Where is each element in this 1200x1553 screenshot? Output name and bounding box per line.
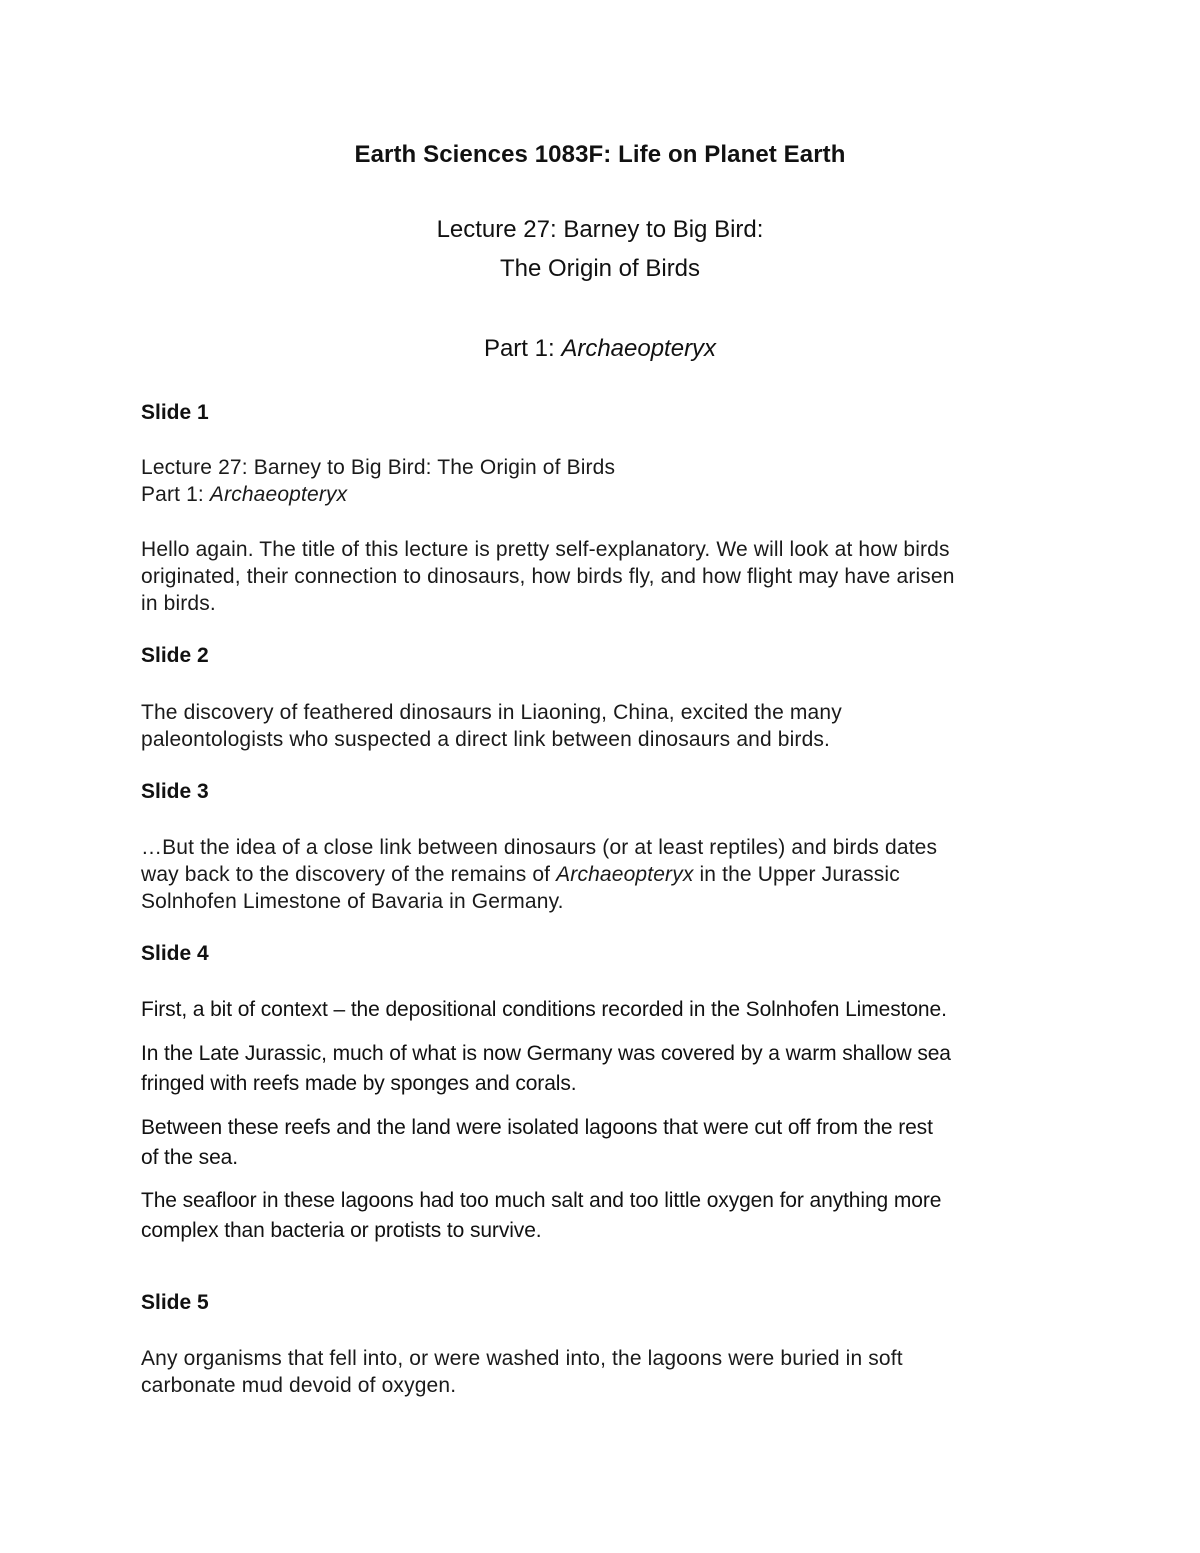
slide-1-intro-prefix: Part 1: [141,483,210,506]
slide-1-paragraph [141,536,1101,617]
slide-1-para-line-3: in birds. [141,592,216,615]
slide-4-para-4-line-2: complex than bacteria or protists to survive. [141,1219,542,1242]
slide-2-para-line-1: The discovery of feathered dinosaurs in Liaoning, China, excited the many [141,701,842,724]
slide-4-para-4-line-1: The seafloor in these lagoons had too much salt and too little oxygen for anything more [141,1189,942,1212]
slide-1-heading: Slide 1 [141,401,209,424]
slide-4-para-2-line-2: fringed with reefs made by sponges and corals. [141,1072,577,1095]
slide-3-para-line-1: …But the idea of a close link between dinosaurs (or at least reptiles) and birds dates [141,836,938,859]
slide-4-para-3-line-1: Between these reefs and the land were isolated lagoons that were cut off from the rest [141,1116,933,1139]
slide-2-heading: Slide 2 [141,644,209,667]
slide-4-para-3-line-2: of the sea. [141,1146,238,1169]
slide-1-para-line-2: originated, their connection to dinosaurs, how birds fly, and how flight may have arisen [141,565,955,588]
course-title: Earth Sciences 1083F: Life on Planet Earth [354,141,846,168]
slide-3-para-line-3: Solnhofen Limestone of Bavaria in Germany. [141,890,564,913]
slide-5-heading: Slide 5 [141,1291,209,1314]
slide-4-paragraph-3 [141,1113,1101,1173]
slide-5-para-line-2: carbonate mud devoid of oxygen. [141,1374,457,1397]
slide-3-para-line-2 [141,861,1101,888]
lecture-title-line-2: The Origin of Birds [499,255,701,282]
slide-1-intro-line-2 [141,481,1101,508]
slide-1-intro-line-1: Lecture 27: Barney to Big Bird: The Origin of Birds [141,456,616,479]
slide-3-heading: Slide 3 [141,780,209,803]
slide-4-heading: Slide 4 [141,942,209,965]
slide-2-para-line-2: paleontologists who suspected a direct link between dinosaurs and birds. [141,728,831,751]
part-title [0,335,1200,363]
slide-4-paragraph-4 [141,1186,1101,1246]
slide-3-line-2-suffix: in the Upper Jurassic [693,863,900,886]
slide-3-line-2-italic: Archaeopteryx [556,863,694,886]
lecture-title-line-1: Lecture 27: Barney to Big Bird: [436,216,764,243]
slide-4-para-1-line-1: First, a bit of context – the depositional conditions recorded in the Solnhofen Limestone. [141,998,947,1021]
part-italic-name: Archaeopteryx [561,335,717,362]
slide-1-intro-italic: Archaeopteryx [209,483,348,506]
slide-3-line-2-prefix: way back to the discovery of the remains of [141,863,557,886]
part-prefix: Part 1: [483,335,562,362]
slide-2-paragraph [141,699,1101,753]
slide-1-para-line-1: Hello again. The title of this lecture is pretty self-explanatory. We will look at how birds [141,538,950,561]
slide-4-paragraph-2 [141,1039,1101,1099]
slide-4-para-2-line-1: In the Late Jurassic, much of what is now Germany was covered by a warm shallow sea [141,1042,951,1065]
slide-3-paragraph [141,834,1101,915]
slide-4-paragraph-1 [141,995,1101,1025]
slide-5-para-line-1: Any organisms that fell into, or were washed into, the lagoons were buried in soft [141,1347,903,1370]
slide-1-intro [141,454,1101,508]
slide-5-paragraph [141,1345,1101,1399]
